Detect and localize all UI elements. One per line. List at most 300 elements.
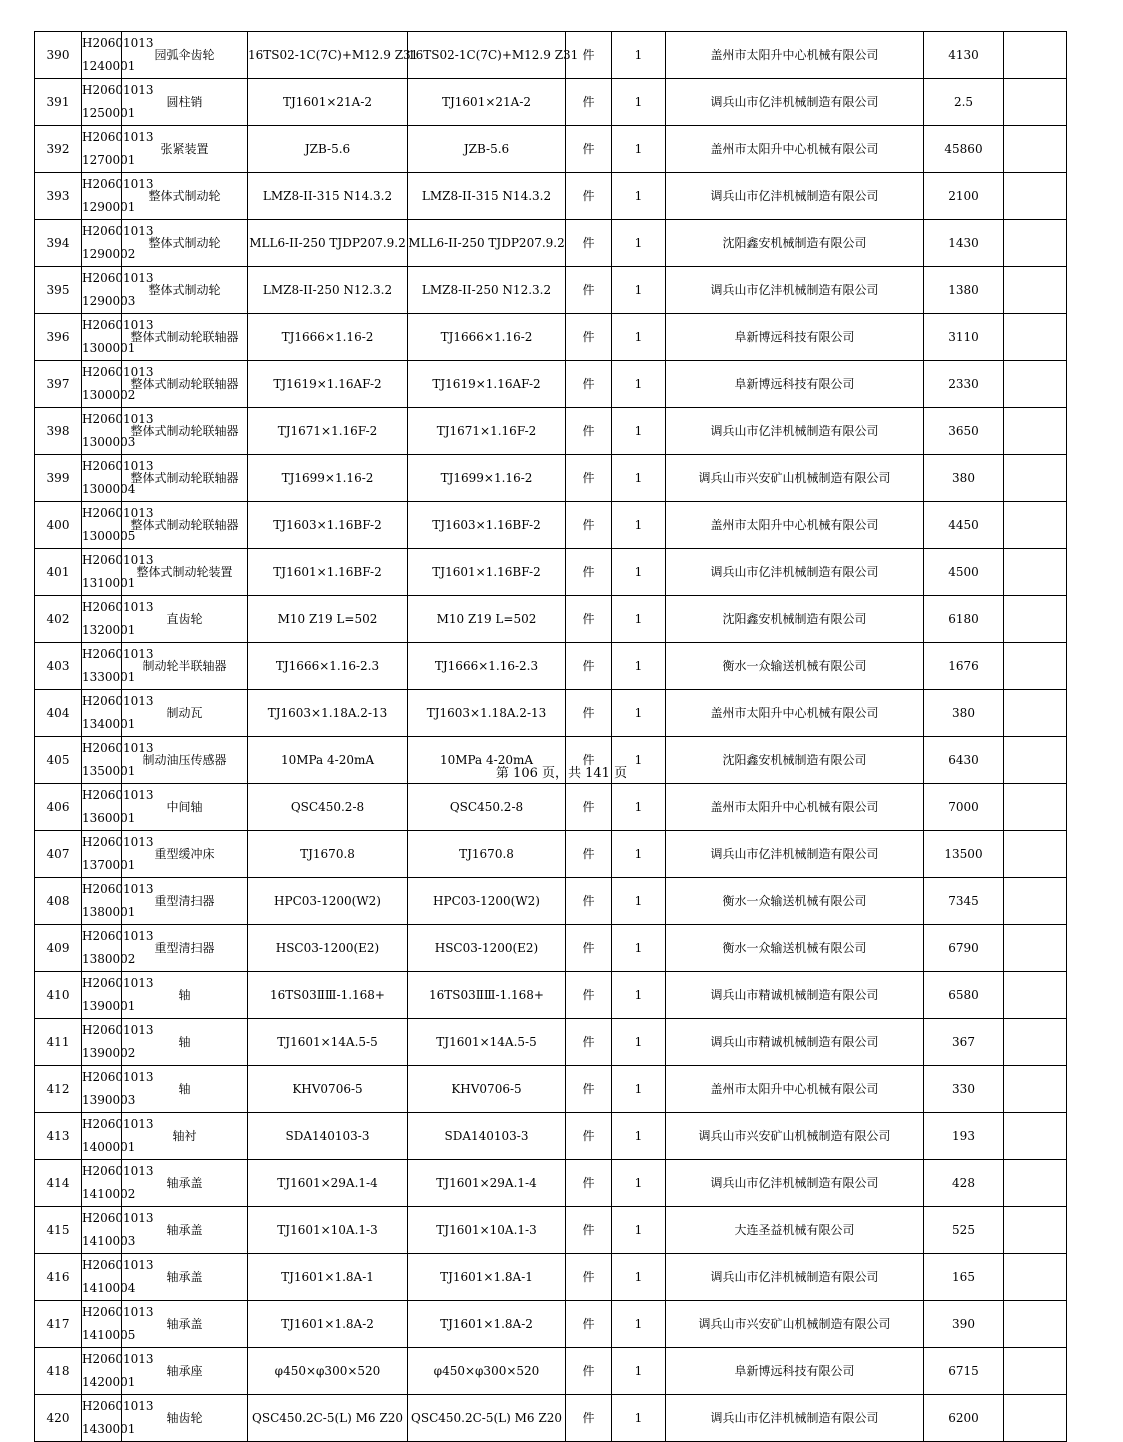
model-number-cell: TJ1601×14A.5-5 (408, 1019, 566, 1066)
unit-cell: 件 (566, 1160, 612, 1207)
material-code-cell (82, 878, 154, 925)
unit-cell: 件 (566, 1019, 612, 1066)
supplier-name-cell: 衡水一众输送机械有限公司 (666, 643, 924, 690)
price-cell: 525 (924, 1207, 1004, 1254)
material-code-line1: H20601013 (82, 1070, 154, 1084)
table-row (35, 596, 1067, 643)
material-code-cell (82, 1019, 154, 1066)
material-code-line2: 1300005 (82, 529, 136, 543)
row-number-cell: 394 (35, 220, 82, 267)
row-number-cell: 416 (35, 1254, 82, 1301)
specification-cell: TJ1601×1.8A-2 (248, 1301, 408, 1348)
unit-cell: 件 (566, 173, 612, 220)
material-code-line1: H20601013 (82, 929, 154, 943)
quantity-cell: 1 (612, 596, 666, 643)
material-code-line1: H20601013 (82, 694, 154, 708)
specification-cell: 10MPa 4-20mA (248, 737, 408, 784)
supplier-name-cell: 调兵山市精诚机械制造有限公司 (666, 972, 924, 1019)
quantity-cell: 1 (612, 455, 666, 502)
material-code-line2: 1390002 (82, 1046, 136, 1060)
part-name-cell: 整体式制动轮装置 (122, 549, 248, 596)
material-code-cell (82, 690, 154, 737)
unit-cell: 件 (566, 1348, 612, 1395)
specification-cell: TJ1603×1.16BF-2 (248, 502, 408, 549)
quantity-cell: 1 (612, 1348, 666, 1395)
specification-cell: TJ1601×1.8A-1 (248, 1254, 408, 1301)
table-row (35, 220, 1067, 267)
unit-cell: 件 (566, 1254, 612, 1301)
part-name-cell: 园弧伞齿轮 (122, 32, 248, 79)
remark-cell (1004, 1395, 1067, 1442)
remark-cell (1004, 267, 1067, 314)
material-code-cell (82, 455, 154, 502)
table-row (35, 267, 1067, 314)
part-name-cell: 整体式制动轮联轴器 (122, 314, 248, 361)
table-row (35, 1348, 1067, 1395)
material-code-line2: 1410004 (82, 1281, 136, 1295)
price-cell: 13500 (924, 831, 1004, 878)
remark-cell (1004, 549, 1067, 596)
row-number-cell: 398 (35, 408, 82, 455)
specification-cell: TJ1670.8 (248, 831, 408, 878)
table-row (35, 1395, 1067, 1442)
row-number-cell: 409 (35, 925, 82, 972)
remark-cell (1004, 173, 1067, 220)
material-code-cell (82, 408, 154, 455)
remark-cell (1004, 643, 1067, 690)
supplier-name-cell: 调兵山市亿沣机械制造有限公司 (666, 79, 924, 126)
table-row (35, 408, 1067, 455)
remark-cell (1004, 831, 1067, 878)
quantity-cell: 1 (612, 1301, 666, 1348)
part-name-cell: 直齿轮 (122, 596, 248, 643)
material-code-line2: 1390001 (82, 999, 136, 1013)
supplier-name-cell: 沈阳鑫安机械制造有限公司 (666, 220, 924, 267)
price-cell: 6580 (924, 972, 1004, 1019)
part-name-cell: 轴衬 (122, 1113, 248, 1160)
material-code-line1: H20601013 (82, 506, 154, 520)
part-name-cell: 轴 (122, 972, 248, 1019)
quantity-cell: 1 (612, 1254, 666, 1301)
model-number-cell: TJ1601×1.8A-2 (408, 1301, 566, 1348)
part-name-cell: 整体式制动轮联轴器 (122, 361, 248, 408)
specification-cell: TJ1666×1.16-2 (248, 314, 408, 361)
material-code-cell (82, 1254, 154, 1301)
material-code-line2: 1300004 (82, 482, 136, 496)
unit-cell: 件 (566, 737, 612, 784)
material-code-line1: H20601013 (82, 1117, 154, 1131)
unit-cell: 件 (566, 1066, 612, 1113)
supplier-name-cell: 盖州市太阳升中心机械有限公司 (666, 32, 924, 79)
material-code-line1: H20601013 (82, 1305, 154, 1319)
table-row (35, 32, 1067, 79)
row-number-cell: 392 (35, 126, 82, 173)
price-cell: 7000 (924, 784, 1004, 831)
material-code-line1: H20601013 (82, 1023, 154, 1037)
material-code-line2: 1290003 (82, 294, 136, 308)
material-code-line2: 1300003 (82, 435, 136, 449)
part-name-cell: 整体式制动轮联轴器 (122, 408, 248, 455)
supplier-name-cell: 沈阳鑫安机械制造有限公司 (666, 596, 924, 643)
quantity-cell: 1 (612, 1395, 666, 1442)
specification-cell: TJ1601×29A.1-4 (248, 1160, 408, 1207)
material-code-cell (82, 1301, 154, 1348)
material-code-line2: 1390003 (82, 1093, 136, 1107)
model-number-cell: QSC450.2C-5(L) M6 Z20 (408, 1395, 566, 1442)
unit-cell: 件 (566, 643, 612, 690)
material-code-cell (82, 925, 154, 972)
remark-cell (1004, 314, 1067, 361)
model-number-cell: TJ1699×1.16-2 (408, 455, 566, 502)
price-cell: 4500 (924, 549, 1004, 596)
part-name-cell: 整体式制动轮 (122, 220, 248, 267)
specification-cell: JZB-5.6 (248, 126, 408, 173)
material-code-line1: H20601013 (82, 318, 154, 332)
material-code-line1: H20601013 (82, 1164, 154, 1178)
table-row (35, 1301, 1067, 1348)
supplier-name-cell: 大连圣益机械有限公司 (666, 1207, 924, 1254)
model-number-cell: TJ1670.8 (408, 831, 566, 878)
specification-cell: TJ1699×1.16-2 (248, 455, 408, 502)
row-number-cell: 415 (35, 1207, 82, 1254)
unit-cell: 件 (566, 972, 612, 1019)
row-number-cell: 413 (35, 1113, 82, 1160)
remark-cell (1004, 455, 1067, 502)
specification-cell: TJ1619×1.16AF-2 (248, 361, 408, 408)
price-cell: 380 (924, 455, 1004, 502)
model-number-cell: TJ1603×1.18A.2-13 (408, 690, 566, 737)
supplier-name-cell: 调兵山市兴安矿山机械制造有限公司 (666, 455, 924, 502)
model-number-cell: 16TS02-1C(7C)+M12.9 Z31 (408, 32, 566, 79)
row-number-cell: 404 (35, 690, 82, 737)
quantity-cell: 1 (612, 361, 666, 408)
specification-cell: TJ1666×1.16-2.3 (248, 643, 408, 690)
material-code-line1: H20601013 (82, 741, 154, 755)
price-cell: 193 (924, 1113, 1004, 1160)
unit-cell: 件 (566, 502, 612, 549)
supplier-name-cell: 盖州市太阳升中心机械有限公司 (666, 690, 924, 737)
material-code-line1: H20601013 (82, 788, 154, 802)
part-name-cell: 轴承盖 (122, 1254, 248, 1301)
price-cell: 330 (924, 1066, 1004, 1113)
unit-cell: 件 (566, 784, 612, 831)
material-code-cell (82, 126, 154, 173)
model-number-cell: TJ1601×1.16BF-2 (408, 549, 566, 596)
table-row (35, 1207, 1067, 1254)
quantity-cell: 1 (612, 173, 666, 220)
material-code-line1: H20601013 (82, 36, 154, 50)
price-cell: 6180 (924, 596, 1004, 643)
material-code-cell (82, 1066, 154, 1113)
specification-cell: TJ1601×14A.5-5 (248, 1019, 408, 1066)
price-cell: 2330 (924, 361, 1004, 408)
remark-cell (1004, 690, 1067, 737)
specification-cell: 16TS03ⅡⅢ-1.168+ (248, 972, 408, 1019)
price-cell: 2100 (924, 173, 1004, 220)
material-code-line2: 1350001 (82, 764, 136, 778)
unit-cell: 件 (566, 314, 612, 361)
part-name-cell: 轴 (122, 1019, 248, 1066)
row-number-cell: 396 (35, 314, 82, 361)
remark-cell (1004, 1254, 1067, 1301)
row-number-cell: 405 (35, 737, 82, 784)
supplier-name-cell: 调兵山市亿沣机械制造有限公司 (666, 267, 924, 314)
page-footer: 第 106 页，共 141 页 (495, 766, 628, 781)
quantity-cell: 1 (612, 1160, 666, 1207)
unit-cell: 件 (566, 267, 612, 314)
price-cell: 2.5 (924, 79, 1004, 126)
material-code-line2: 1250001 (82, 106, 136, 120)
table-row (35, 784, 1067, 831)
row-number-cell: 408 (35, 878, 82, 925)
supplier-name-cell: 调兵山市亿沣机械制造有限公司 (666, 408, 924, 455)
unit-cell: 件 (566, 1113, 612, 1160)
specification-cell: QSC450.2C-5(L) M6 Z20 (248, 1395, 408, 1442)
quantity-cell: 1 (612, 1207, 666, 1254)
supplier-name-cell: 阜新博远科技有限公司 (666, 314, 924, 361)
row-number-cell: 399 (35, 455, 82, 502)
row-number-cell: 391 (35, 79, 82, 126)
material-code-line2: 1340001 (82, 717, 136, 731)
material-code-line2: 1380002 (82, 952, 136, 966)
material-code-line2: 1300001 (82, 341, 136, 355)
part-name-cell: 重型清扫器 (122, 925, 248, 972)
material-code-cell (82, 1207, 154, 1254)
model-number-cell: TJ1666×1.16-2 (408, 314, 566, 361)
material-code-cell (82, 1160, 154, 1207)
price-cell: 3650 (924, 408, 1004, 455)
row-number-cell: 410 (35, 972, 82, 1019)
specification-cell: TJ1603×1.18A.2-13 (248, 690, 408, 737)
price-cell: 390 (924, 1301, 1004, 1348)
row-number-cell: 418 (35, 1348, 82, 1395)
unit-cell: 件 (566, 690, 612, 737)
remark-cell (1004, 79, 1067, 126)
remark-cell (1004, 1301, 1067, 1348)
material-code-cell (82, 32, 154, 79)
price-cell: 4130 (924, 32, 1004, 79)
part-name-cell: 中间轴 (122, 784, 248, 831)
material-code-line2: 1370001 (82, 858, 136, 872)
material-code-line1: H20601013 (82, 130, 154, 144)
table-row (35, 831, 1067, 878)
material-code-line1: H20601013 (82, 1258, 154, 1272)
quantity-cell: 1 (612, 643, 666, 690)
remark-cell (1004, 1207, 1067, 1254)
remark-cell (1004, 1160, 1067, 1207)
supplier-name-cell: 盖州市太阳升中心机械有限公司 (666, 784, 924, 831)
quantity-cell: 1 (612, 1066, 666, 1113)
row-number-cell: 401 (35, 549, 82, 596)
row-number-cell: 411 (35, 1019, 82, 1066)
table-row (35, 972, 1067, 1019)
supplier-name-cell: 调兵山市亿沣机械制造有限公司 (666, 1395, 924, 1442)
material-code-line2: 1410002 (82, 1187, 136, 1201)
part-name-cell: 制动轮半联轴器 (122, 643, 248, 690)
material-code-line2: 1270001 (82, 153, 136, 167)
remark-cell (1004, 784, 1067, 831)
table-row (35, 314, 1067, 361)
price-cell: 1380 (924, 267, 1004, 314)
part-name-cell: 重型缓冲床 (122, 831, 248, 878)
part-name-cell: 张紧装置 (122, 126, 248, 173)
unit-cell: 件 (566, 32, 612, 79)
table-row (35, 79, 1067, 126)
quantity-cell: 1 (612, 784, 666, 831)
supplier-name-cell: 调兵山市亿沣机械制造有限公司 (666, 1160, 924, 1207)
material-code-line1: H20601013 (82, 835, 154, 849)
material-code-cell (82, 831, 154, 878)
part-name-cell: 制动瓦 (122, 690, 248, 737)
model-number-cell: TJ1666×1.16-2.3 (408, 643, 566, 690)
table-row (35, 361, 1067, 408)
price-cell: 6200 (924, 1395, 1004, 1442)
remark-cell (1004, 596, 1067, 643)
unit-cell: 件 (566, 361, 612, 408)
supplier-name-cell: 盖州市太阳升中心机械有限公司 (666, 1066, 924, 1113)
price-cell: 3110 (924, 314, 1004, 361)
part-name-cell: 整体式制动轮 (122, 173, 248, 220)
specification-cell: LMZ8-II-315 N14.3.2 (248, 173, 408, 220)
part-name-cell: 轴 (122, 1066, 248, 1113)
supplier-name-cell: 调兵山市亿沣机械制造有限公司 (666, 831, 924, 878)
unit-cell: 件 (566, 455, 612, 502)
quantity-cell: 1 (612, 925, 666, 972)
price-cell: 428 (924, 1160, 1004, 1207)
table-row (35, 1254, 1067, 1301)
table-row (35, 1113, 1067, 1160)
price-cell: 45860 (924, 126, 1004, 173)
material-code-cell (82, 549, 154, 596)
material-code-cell (82, 972, 154, 1019)
supplier-name-cell: 调兵山市精诚机械制造有限公司 (666, 1019, 924, 1066)
price-cell: 1430 (924, 220, 1004, 267)
remark-cell (1004, 1019, 1067, 1066)
supplier-name-cell: 阜新博远科技有限公司 (666, 361, 924, 408)
row-number-cell: 414 (35, 1160, 82, 1207)
unit-cell: 件 (566, 79, 612, 126)
unit-cell: 件 (566, 1395, 612, 1442)
row-number-cell: 393 (35, 173, 82, 220)
specification-cell: 16TS02-1C(7C)+M12.9 Z31 (248, 32, 408, 79)
table-body (35, 32, 1067, 1442)
material-code-line2: 1320001 (82, 623, 136, 637)
quantity-cell: 1 (612, 267, 666, 314)
part-name-cell: 轴承座 (122, 1348, 248, 1395)
specification-cell: LMZ8-II-250 N12.3.2 (248, 267, 408, 314)
unit-cell: 件 (566, 596, 612, 643)
material-code-line1: H20601013 (82, 1399, 154, 1413)
model-number-cell: TJ1619×1.16AF-2 (408, 361, 566, 408)
supplier-name-cell: 调兵山市亿沣机械制造有限公司 (666, 549, 924, 596)
material-code-cell (82, 220, 154, 267)
material-code-cell (82, 1395, 154, 1442)
specification-cell: φ450×φ300×520 (248, 1348, 408, 1395)
model-number-cell: MLL6-II-250 TJDP207.9.2 (408, 220, 566, 267)
part-name-cell: 整体式制动轮联轴器 (122, 455, 248, 502)
part-name-cell: 轴齿轮 (122, 1395, 248, 1442)
specification-cell: TJ1601×1.16BF-2 (248, 549, 408, 596)
parts-table (34, 31, 1067, 1442)
material-code-line1: H20601013 (82, 553, 154, 567)
supplier-name-cell: 调兵山市亿沣机械制造有限公司 (666, 173, 924, 220)
quantity-cell: 1 (612, 972, 666, 1019)
model-number-cell: TJ1671×1.16F-2 (408, 408, 566, 455)
part-name-cell: 圆柱销 (122, 79, 248, 126)
material-code-line2: 1380001 (82, 905, 136, 919)
unit-cell: 件 (566, 878, 612, 925)
price-cell: 367 (924, 1019, 1004, 1066)
row-number-cell: 420 (35, 1395, 82, 1442)
supplier-name-cell: 调兵山市亿沣机械制造有限公司 (666, 1254, 924, 1301)
model-number-cell: JZB-5.6 (408, 126, 566, 173)
model-number-cell: HPC03-1200(W2) (408, 878, 566, 925)
model-number-cell: TJ1603×1.16BF-2 (408, 502, 566, 549)
supplier-name-cell: 调兵山市兴安矿山机械制造有限公司 (666, 1113, 924, 1160)
material-code-line1: H20601013 (82, 412, 154, 426)
table-row (35, 1160, 1067, 1207)
model-number-cell: TJ1601×21A-2 (408, 79, 566, 126)
material-code-cell (82, 1113, 154, 1160)
material-code-cell (82, 314, 154, 361)
material-code-line2: 1240001 (82, 59, 136, 73)
specification-cell: HSC03-1200(E2) (248, 925, 408, 972)
model-number-cell: 10MPa 4-20mA (408, 737, 566, 784)
remark-cell (1004, 502, 1067, 549)
material-code-line2: 1420001 (82, 1375, 136, 1389)
unit-cell: 件 (566, 408, 612, 455)
model-number-cell: LMZ8-II-250 N12.3.2 (408, 267, 566, 314)
supplier-name-cell: 衡水一众输送机械有限公司 (666, 878, 924, 925)
quantity-cell: 1 (612, 1019, 666, 1066)
remark-cell (1004, 361, 1067, 408)
quantity-cell: 1 (612, 408, 666, 455)
row-number-cell: 403 (35, 643, 82, 690)
material-code-line1: H20601013 (82, 177, 154, 191)
price-cell: 6790 (924, 925, 1004, 972)
quantity-cell: 1 (612, 737, 666, 784)
row-number-cell: 402 (35, 596, 82, 643)
quantity-cell: 1 (612, 690, 666, 737)
part-name-cell: 整体式制动轮联轴器 (122, 502, 248, 549)
row-number-cell: 407 (35, 831, 82, 878)
model-number-cell: TJ1601×1.8A-1 (408, 1254, 566, 1301)
part-name-cell: 重型清扫器 (122, 878, 248, 925)
model-number-cell: φ450×φ300×520 (408, 1348, 566, 1395)
material-code-line2: 1300002 (82, 388, 136, 402)
unit-cell: 件 (566, 220, 612, 267)
unit-cell: 件 (566, 549, 612, 596)
remark-cell (1004, 1348, 1067, 1395)
price-cell: 7345 (924, 878, 1004, 925)
material-code-line1: H20601013 (82, 647, 154, 661)
row-number-cell: 390 (35, 32, 82, 79)
material-code-line2: 1410003 (82, 1234, 136, 1248)
model-number-cell: LMZ8-II-315 N14.3.2 (408, 173, 566, 220)
table-row (35, 925, 1067, 972)
supplier-name-cell: 盖州市太阳升中心机械有限公司 (666, 126, 924, 173)
unit-cell: 件 (566, 126, 612, 173)
part-name-cell: 制动油压传感器 (122, 737, 248, 784)
specification-cell: SDA140103-3 (248, 1113, 408, 1160)
price-cell: 165 (924, 1254, 1004, 1301)
material-code-line1: H20601013 (82, 224, 154, 238)
unit-cell: 件 (566, 1207, 612, 1254)
material-code-cell (82, 643, 154, 690)
material-code-line2: 1430001 (82, 1422, 136, 1436)
specification-cell: TJ1601×10A.1-3 (248, 1207, 408, 1254)
table-row (35, 878, 1067, 925)
